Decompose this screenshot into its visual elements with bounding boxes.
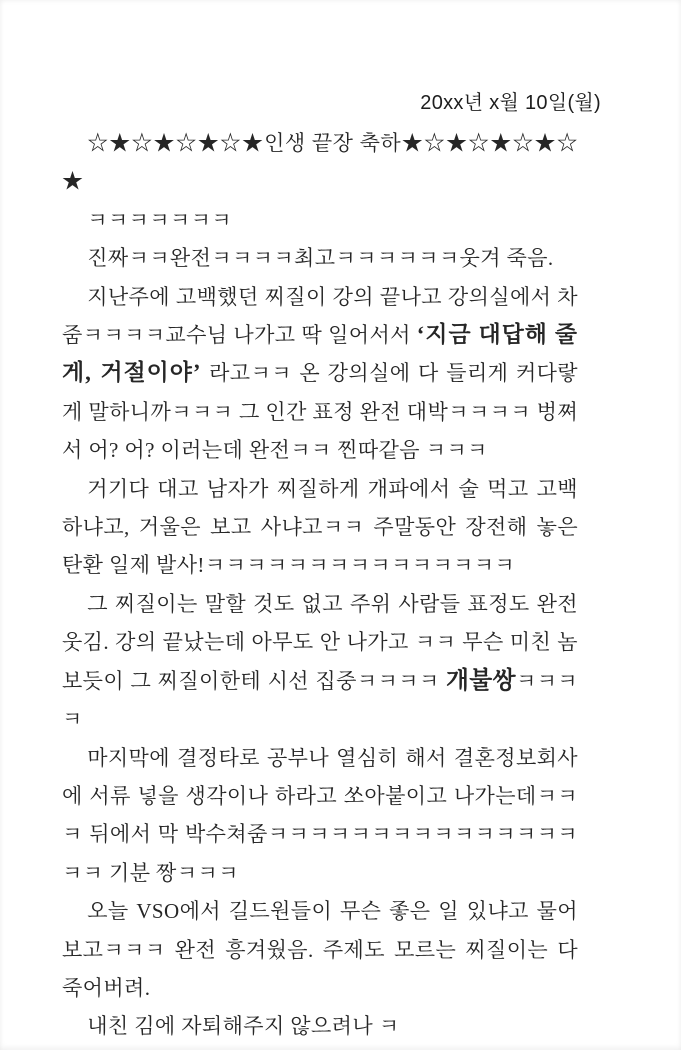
paragraph	[62, 124, 578, 201]
paragraph	[62, 739, 578, 893]
text-segment: ☆★☆★☆★☆★인생 끝장 축하★☆★☆★☆★☆★	[62, 131, 578, 194]
paragraph	[62, 585, 578, 739]
paragraph	[62, 201, 578, 239]
text-segment: 마지막에 결정타로 공부나 열심히 해서 결혼정보회사에 서류 넣을 생각이나 하라고 쏘아붙이고 나가는데ㅋㅋㅋ 뒤에서 막 박수쳐줌ㅋㅋㅋㅋㅋㅋㅋㅋㅋㅋㅋㅋㅋㅋㅋㅋㅋ 기분 짱ㅋㅋㅋ	[62, 745, 578, 885]
text-segment: 그 찌질이는 말할 것도 없고 주위 사람들 표정도 완전 웃김. 강의 끝났는데 아무도 안 나가고 ㅋㅋ 무슨 미친 놈 보듯이 그 찌질이한테 시선 집중ㅋㅋㅋㅋ	[62, 591, 578, 693]
text-segment: 진짜ㅋㅋ완전ㅋㅋㅋㅋ최고ㅋㅋㅋㅋㅋㅋ웃겨 죽음.	[87, 246, 554, 271]
paragraph	[62, 892, 578, 1007]
emphasized-text: 개불쌍	[446, 667, 516, 694]
text-segment: 오늘 VSO에서 길드원들이 무슨 좋은 일 있냐고 물어보고ㅋㅋㅋ 완전 흥겨웠음. 주제도 모르는 찌질이는 다 죽어버려.	[62, 899, 578, 1000]
text-segment: 거기다 대고 남자가 찌질하게 개파에서 술 먹고 고백 하냐고, 거울은 보고 사냐고ㅋㅋ 주말동안 장전해 놓은 탄환 일제 발사!ㅋㅋㅋㅋㅋㅋㅋㅋㅋㅋㅋㅋㅋㅋㅋ	[62, 476, 578, 578]
paragraph	[62, 1007, 578, 1045]
paragraph	[62, 239, 578, 277]
text-segment: ㅋㅋㅋㅋㅋㅋㅋ	[87, 207, 232, 232]
text-segment: 라고ㅋㅋ 온 강의실에 다 들리게 커다랗게 말하니까ㅋㅋㅋ 그 인간 표정 완전 대박ㅋㅋㅋㅋ 벙쪄서 어? 어? 이러는데 완전ㅋㅋ 찐따같음 ㅋㅋㅋ	[62, 361, 578, 463]
paragraph	[62, 470, 578, 585]
text-segment: 지난주에 고백했던 찌질이 강의 끝나고 강의실에서 차줌ㅋㅋㅋㅋ교수님 나가고 딱 일어서서	[62, 284, 578, 348]
diary-text-block	[62, 124, 578, 1046]
text-segment: 내친 김에 자퇴해주지 않으려나 ㅋ	[87, 1014, 400, 1039]
text-segment: ㅋㅋㅋㅋ	[62, 668, 578, 732]
paragraph	[62, 278, 578, 470]
diary-date: 20xx년 x월 10일(월)	[420, 92, 601, 114]
emphasized-text: ‘지금 대답해 줄게, 거절이야’	[62, 322, 578, 386]
